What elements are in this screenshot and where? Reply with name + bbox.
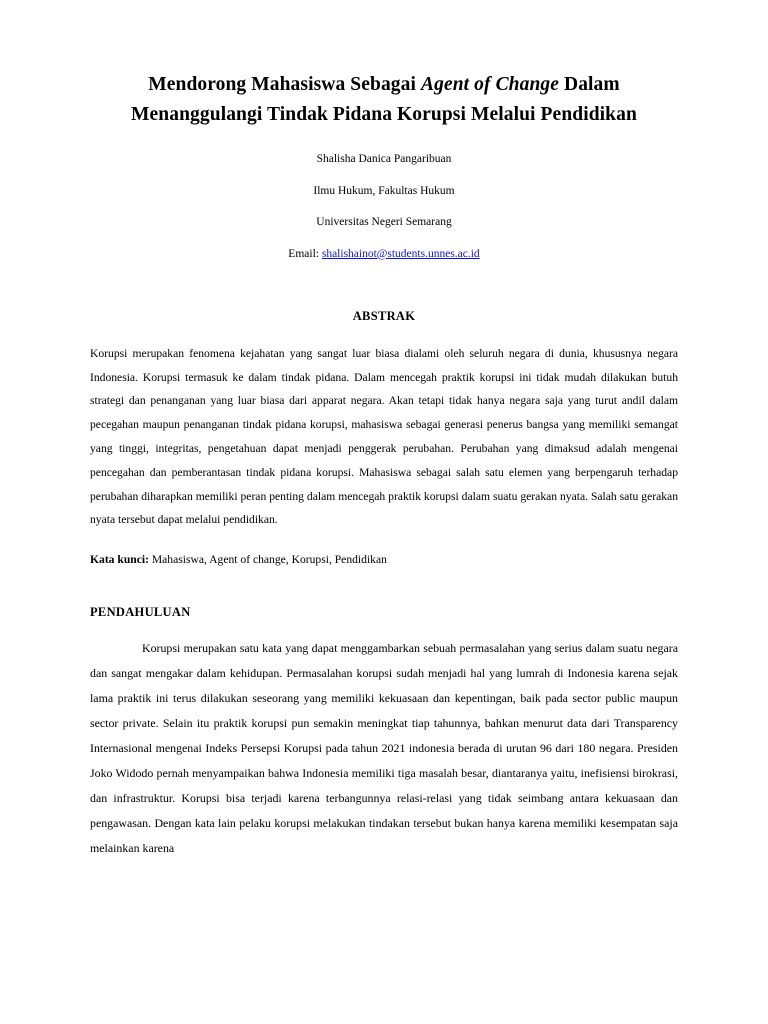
title-part-2: Dalam Menanggulangi Tindak Pidana Korupsi Melalui Pendidikan bbox=[131, 74, 637, 126]
author-university: Universitas Negeri Semarang bbox=[316, 216, 452, 229]
abstract-paragraph: Korupsi merupakan fenomena kejahatan yang sangat luar biasa dialami oleh seluruh negara di dunia, khususnya negara Indonesia. Korupsi termasuk ke dalam tindak pidana. Dalam mencegah praktik korupsi ini tidak mudah dilakukan butuh strategi dan penanganan yang luar biasa dari apparat negara. Akan tetapi tidak hanya negara saja yang turut andil dalam pecegahan maupun penanganan tindak pidana korupsi, mahasiswa sebagai generasi penerus bangsa yang memiliki semangat yang tinggi, integritas, pengetahuan dapat menjadi penggerak perubahan. Perubahan yang dimaksud adalah mengenai pencegahan dan pemberantasan tindak pidana korupsi. Mahasiswa sebagai salah satu elemen yang berpengaruh terhadap perubahan diharapkan memiliki peran penting dalam mencegah praktik korupsi dalam suatu gerakan nyata. Salah satu gerakan nyata tersebut dapat melalui pendidikan. bbox=[90, 346, 678, 527]
keywords-line bbox=[90, 548, 678, 571]
email-link[interactable]: shalishainot@students.unnes.ac.id bbox=[321, 247, 480, 260]
title-part-1: Mendorong Mahasiswa Sebagai bbox=[148, 74, 421, 95]
introduction-heading: PENDAHULUAN bbox=[90, 605, 191, 620]
title-italic-phrase: Agent of Change bbox=[421, 74, 560, 95]
introduction-paragraph: Korupsi merupakan satu kata yang dapat menggambarkan sebuah permasalahan yang serius dalam suatu negara dan sangat mengakar dalam kehidupan. Permasalahan korupsi sudah menjadi hal yang lumrah di Indonesia karena sejak lama praktik ini terus dilakukan seseorang yang memiliki kekuasaan dan kepentingan, baik pada sector public maupun sector private. Selain itu praktik korupsi pun semakin meningkat tiap tahunnya, bahkan menurut data dari Transparency Internasional mengenai Indeks Persepsi Korupsi pada tahun 2021 indonesia berada di urutan 96 dari 180 negara. Presiden Joko Widodo pernah menyampaikan bahwa Indonesia memiliki tiga masalah besar, diantaranya yaitu, inefisiensi birokrasi, dan infrastruktur. Korupsi bisa terjadi karena terbangunnya relasi-relasi yang tidak seimbang antara kekuasaan dan pengawasan. Dengan kata lain pelaku korupsi melakukan tindakan tersebut bukan hanya karena memiliki kesempatan saja melainkan karena bbox=[90, 641, 678, 856]
page-title bbox=[90, 70, 678, 130]
abstract-heading: ABSTRAK bbox=[352, 308, 416, 323]
keywords-label: Kata kunci: bbox=[90, 553, 149, 567]
author-email bbox=[90, 247, 678, 261]
author-department: Ilmu Hukum, Fakultas Hukum bbox=[313, 184, 455, 197]
author-name: Shalisha Danica Pangaribuan bbox=[316, 153, 452, 166]
email-label: Email: bbox=[288, 247, 322, 260]
keywords-value: Mahasiswa, Agent of change, Korupsi, Pendidikan bbox=[148, 553, 387, 567]
author-block bbox=[90, 152, 678, 261]
